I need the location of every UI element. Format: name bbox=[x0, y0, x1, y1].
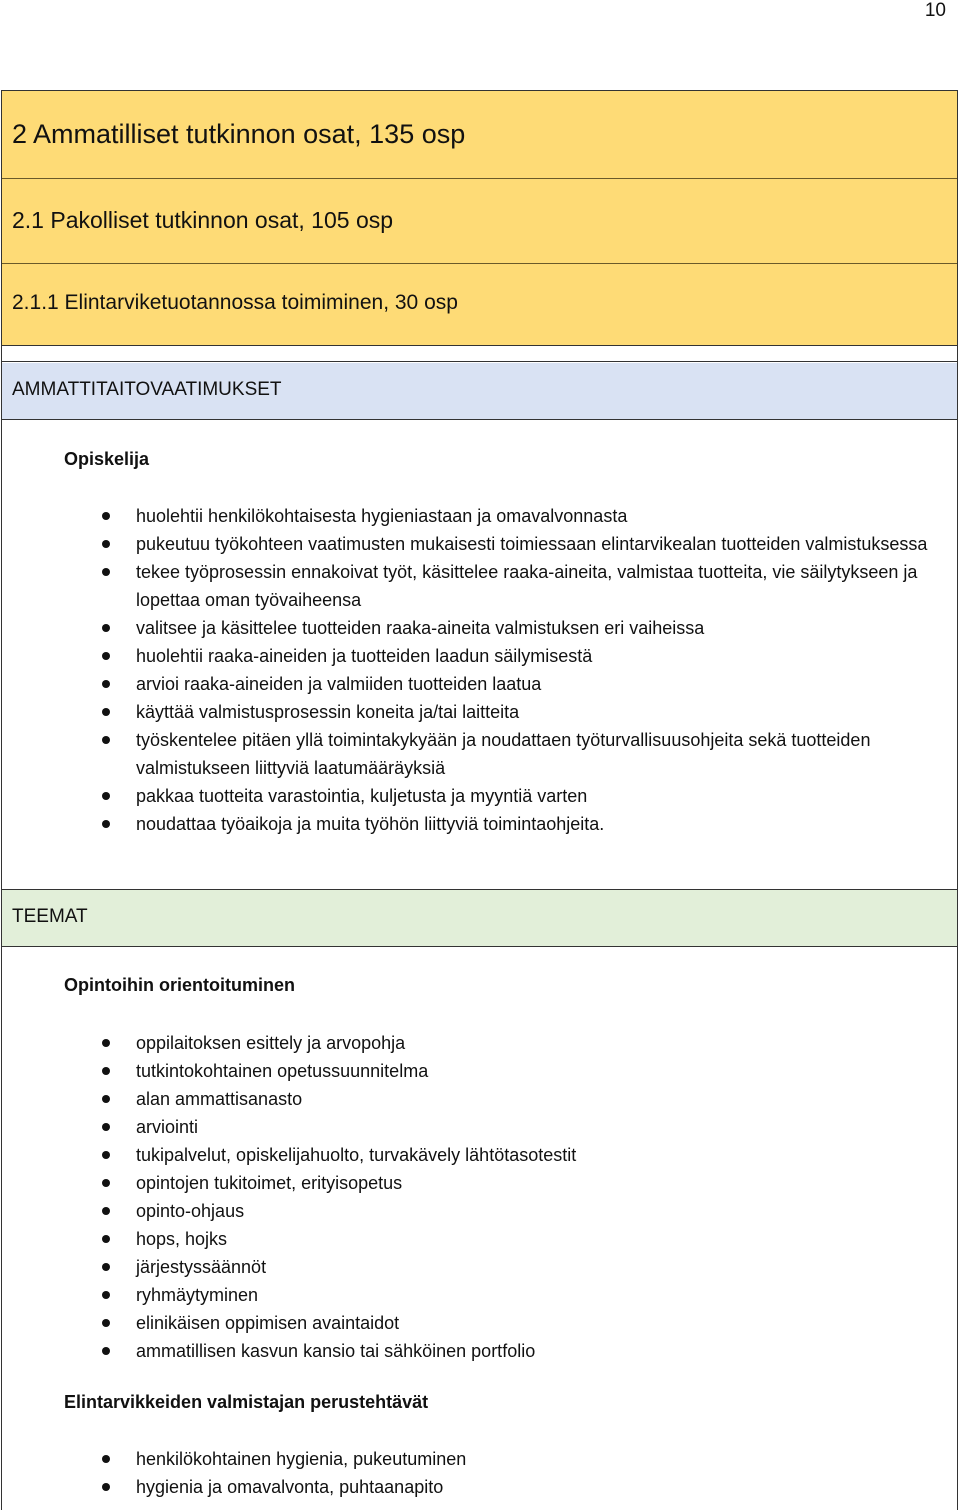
bullet-icon bbox=[102, 1455, 110, 1463]
list-item: pukeutuu työkohteen vaatimusten mukaisesti toimiessaan elintarvikealan tuotteiden valmistuksessa bbox=[64, 530, 934, 558]
requirements-list bbox=[64, 502, 934, 838]
list-item: henkilökohtainen hygienia, pukeutuminen bbox=[64, 1445, 934, 1473]
list-item: huolehtii henkilökohtaisesta hygieniastaan ja omavalvonnasta bbox=[64, 502, 934, 530]
bullet-icon bbox=[102, 1039, 110, 1047]
theme-section-title: Elintarvikkeiden valmistajan perustehtävät bbox=[64, 1392, 429, 1412]
theme-section-title: Opintoihin orientoituminen bbox=[64, 975, 295, 995]
list-item: hops, hojks bbox=[64, 1225, 934, 1253]
list-item: pakkaa tuotteita varastointia, kuljetusta ja myyntiä varten bbox=[64, 782, 934, 810]
bullet-icon bbox=[102, 1347, 110, 1355]
list-item: työskentelee pitäen yllä toimintakykyään ja noudattaen työturvallisuusohjeita sekä tuotteiden valmistukseen liittyviä laatumääräyksiä bbox=[64, 726, 934, 782]
requirements-subject: Opiskelija bbox=[64, 449, 150, 469]
heading-level-1: 2 Ammatilliset tutkinnon osat, 135 osp bbox=[12, 119, 466, 149]
bullet-icon bbox=[102, 1483, 110, 1491]
list-item: ammatillisen kasvun kansio tai sähköinen portfolio bbox=[64, 1337, 934, 1365]
list-item: valitsee ja käsittelee tuotteiden raaka-aineita valmistuksen eri vaiheissa bbox=[64, 614, 934, 642]
bullet-icon bbox=[102, 512, 110, 520]
bullet-icon bbox=[102, 680, 110, 688]
bullet-icon bbox=[102, 624, 110, 632]
heading-level-2: 2.1 Pakolliset tutkinnon osat, 105 osp bbox=[12, 207, 394, 233]
list-item: arvioi raaka-aineiden ja valmiiden tuotteiden laatua bbox=[64, 670, 934, 698]
theme-list-basic-tasks bbox=[64, 1445, 934, 1501]
list-item: arviointi bbox=[64, 1113, 934, 1141]
bullet-icon bbox=[102, 652, 110, 660]
bullet-icon bbox=[102, 1319, 110, 1327]
bullet-icon bbox=[102, 1235, 110, 1243]
list-item: käyttää valmistusprosessin koneita ja/tai laitteita bbox=[64, 698, 934, 726]
bullet-icon bbox=[102, 540, 110, 548]
bullet-icon bbox=[102, 568, 110, 576]
heading-divider bbox=[2, 178, 957, 179]
bullet-icon bbox=[102, 820, 110, 828]
list-item: alan ammattisanasto bbox=[64, 1085, 934, 1113]
theme-list-orientation bbox=[64, 1029, 934, 1365]
bullet-icon bbox=[102, 736, 110, 744]
list-item: ryhmäytyminen bbox=[64, 1281, 934, 1309]
list-item: tukipalvelut, opiskelijahuolto, turvakävely lähtötasotestit bbox=[64, 1141, 934, 1169]
spacer-row bbox=[2, 346, 957, 362]
bullet-icon bbox=[102, 1179, 110, 1187]
list-item: oppilaitoksen esittely ja arvopohja bbox=[64, 1029, 934, 1057]
bullet-icon bbox=[102, 708, 110, 716]
page-number: 10 bbox=[924, 0, 946, 21]
curriculum-table bbox=[1, 90, 958, 1510]
list-item: opinto-ohjaus bbox=[64, 1197, 934, 1225]
bullet-icon bbox=[102, 1263, 110, 1271]
bullet-icon bbox=[102, 1123, 110, 1131]
bullet-icon bbox=[102, 1067, 110, 1075]
list-item: huolehtii raaka-aineiden ja tuotteiden laadun säilymisestä bbox=[64, 642, 934, 670]
bullet-icon bbox=[102, 1151, 110, 1159]
list-item: tutkintokohtainen opetussuunnitelma bbox=[64, 1057, 934, 1085]
list-item: noudattaa työaikoja ja muita työhön liittyviä toimintaohjeita. bbox=[64, 810, 934, 838]
bullet-icon bbox=[102, 1207, 110, 1215]
bullet-icon bbox=[102, 1095, 110, 1103]
list-item: tekee työprosessin ennakoivat työt, käsittelee raaka-aineita, valmistaa tuotteita, vie säilytykseen ja lopettaa oman työvaiheensa bbox=[64, 558, 934, 614]
list-item: opintojen tukitoimet, erityisopetus bbox=[64, 1169, 934, 1197]
requirements-label: AMMATTITAITOVAATIMUKSET bbox=[12, 379, 282, 400]
bullet-icon bbox=[102, 1291, 110, 1299]
heading-block bbox=[2, 91, 957, 346]
requirements-header-row bbox=[2, 363, 957, 420]
list-item: hygienia ja omavalvonta, puhtaanapito bbox=[64, 1473, 934, 1501]
bullet-icon bbox=[102, 792, 110, 800]
list-item: elinikäisen oppimisen avaintaidot bbox=[64, 1309, 934, 1337]
heading-divider bbox=[2, 263, 957, 264]
themes-label: TEEMAT bbox=[12, 906, 88, 927]
heading-level-3: 2.1.1 Elintarviketuotannossa toimiminen, 30 osp bbox=[12, 291, 458, 314]
themes-header-row bbox=[2, 889, 957, 947]
list-item: järjestyssäännöt bbox=[64, 1253, 934, 1281]
